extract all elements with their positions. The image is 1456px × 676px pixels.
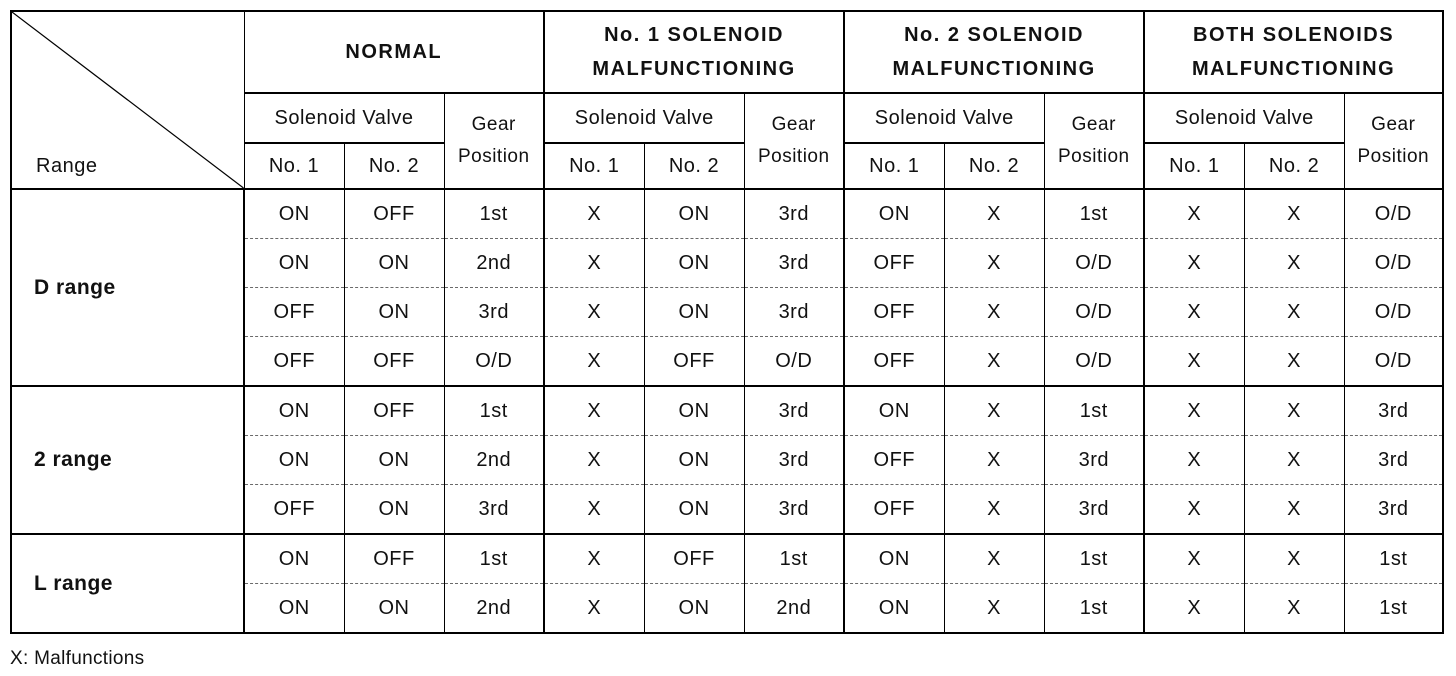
solenoid-valve-header: Solenoid Valve [844,93,1044,143]
solenoid-state-cell: X [944,189,1044,239]
valve-no1-header: No. 1 [544,143,644,189]
range-label: L range [11,534,244,633]
solenoid-state-cell: ON [344,288,444,337]
solenoid-state-cell: X [1244,189,1344,239]
solenoid-state-cell: ON [644,436,744,485]
gear-position-cell: 3rd [744,436,844,485]
gear-position-cell: O/D [1344,239,1443,288]
valve-no1-header: No. 1 [244,143,344,189]
solenoid-valve-header: Solenoid Valve [244,93,444,143]
solenoid-state-cell: X [1244,288,1344,337]
solenoid-state-cell: X [1144,239,1244,288]
valve-no2-header: No. 2 [944,143,1044,189]
gear-position-cell: 3rd [744,239,844,288]
solenoid-state-cell: X [944,534,1044,584]
gear-position-cell: 2nd [744,584,844,634]
gear-position-cell: 1st [444,534,544,584]
solenoid-state-cell: X [1144,386,1244,436]
solenoid-state-cell: ON [644,485,744,535]
table-row [11,386,1443,436]
solenoid-state-cell: X [1144,189,1244,239]
gear-position-cell: 3rd [1344,436,1443,485]
solenoid-valve-header: Solenoid Valve [544,93,744,143]
solenoid-state-cell: ON [344,584,444,634]
range-corner-cell [11,11,244,189]
solenoid-state-cell: X [544,239,644,288]
solenoid-state-cell: ON [644,386,744,436]
solenoid-state-cell: X [1244,337,1344,387]
solenoid-state-cell: X [544,386,644,436]
solenoid-state-cell: OFF [344,337,444,387]
solenoid-state-cell: X [544,584,644,634]
solenoid-state-cell: OFF [344,534,444,584]
range-label: 2 range [11,386,244,534]
gear-position-cell: 3rd [744,288,844,337]
solenoid-state-cell: X [1244,485,1344,535]
solenoid-state-cell: X [544,436,644,485]
group-header-normal: NORMAL [244,11,544,93]
solenoid-valve-header: Solenoid Valve [1144,93,1344,143]
solenoid-state-cell: ON [244,189,344,239]
solenoid-state-cell: OFF [844,485,944,535]
gear-position-cell: 1st [744,534,844,584]
solenoid-state-cell: ON [844,534,944,584]
solenoid-state-cell: OFF [244,337,344,387]
gear-position-cell: 1st [1044,584,1144,634]
footnote: X: Malfunctions [10,648,145,669]
solenoid-state-cell: X [1144,288,1244,337]
valve-no1-header: No. 1 [1144,143,1244,189]
solenoid-state-cell: X [1244,239,1344,288]
solenoid-state-cell: ON [244,584,344,634]
gear-position-header: Gear Position [744,93,844,189]
gear-position-cell: O/D [1344,288,1443,337]
solenoid-state-cell: X [944,239,1044,288]
solenoid-state-cell: OFF [844,239,944,288]
gear-position-header: Gear Position [1344,93,1443,189]
table-row [11,189,1443,239]
solenoid-state-cell: OFF [244,485,344,535]
solenoid-state-cell: X [944,337,1044,387]
range-label: D range [11,189,244,386]
gear-position-cell: 3rd [1344,485,1443,535]
gear-position-cell: O/D [1044,288,1144,337]
valve-no2-header: No. 2 [344,143,444,189]
solenoid-state-cell: X [944,288,1044,337]
group-header-both-malfunction: BOTH SOLENOIDS MALFUNCTIONING [1144,11,1443,93]
solenoid-state-cell: ON [844,189,944,239]
valve-no2-header: No. 2 [1244,143,1344,189]
valve-no2-header: No. 2 [644,143,744,189]
solenoid-state-cell: X [1144,485,1244,535]
solenoid-state-cell: OFF [644,337,744,387]
gear-position-cell: 3rd [1344,386,1443,436]
solenoid-state-cell: X [544,485,644,535]
solenoid-state-cell: X [544,337,644,387]
group-header-no1-malfunction: No. 1 SOLENOID MALFUNCTIONING [544,11,844,93]
gear-position-cell: 2nd [444,436,544,485]
solenoid-state-cell: X [544,189,644,239]
solenoid-state-cell: OFF [844,436,944,485]
solenoid-state-cell: X [944,436,1044,485]
valve-no1-header: No. 1 [844,143,944,189]
solenoid-state-cell: OFF [344,386,444,436]
solenoid-state-cell: OFF [844,337,944,387]
gear-position-cell: 3rd [1044,485,1144,535]
gear-position-cell: O/D [1344,337,1443,387]
gear-position-header: Gear Position [1044,93,1144,189]
solenoid-state-cell: X [944,386,1044,436]
solenoid-state-cell: ON [844,584,944,634]
solenoid-state-cell: ON [844,386,944,436]
gear-position-cell: O/D [744,337,844,387]
gear-position-cell: 1st [1044,386,1144,436]
solenoid-state-cell: X [1244,584,1344,634]
range-header-label: Range [36,155,98,177]
solenoid-state-cell: ON [644,288,744,337]
gear-position-cell: O/D [444,337,544,387]
gear-position-cell: 1st [1044,189,1144,239]
gear-position-cell: 3rd [744,189,844,239]
gear-position-cell: 3rd [1044,436,1144,485]
solenoid-state-cell: OFF [244,288,344,337]
gear-position-cell: 1st [1044,534,1144,584]
gear-position-cell: 3rd [744,386,844,436]
solenoid-state-cell: OFF [644,534,744,584]
solenoid-state-cell: OFF [344,189,444,239]
gear-position-cell: 3rd [744,485,844,535]
solenoid-state-cell: X [544,288,644,337]
solenoid-state-cell: X [1244,386,1344,436]
solenoid-state-cell: ON [644,239,744,288]
solenoid-gear-table [10,10,1444,634]
solenoid-state-cell: X [1244,436,1344,485]
solenoid-state-cell: ON [344,485,444,535]
gear-position-cell: 1st [444,189,544,239]
solenoid-state-cell: ON [344,239,444,288]
solenoid-state-cell: ON [244,436,344,485]
gear-position-cell: 3rd [444,288,544,337]
gear-position-cell: O/D [1044,239,1144,288]
solenoid-state-cell: X [1144,436,1244,485]
gear-position-cell: O/D [1044,337,1144,387]
solenoid-state-cell: OFF [844,288,944,337]
gear-position-cell: 1st [444,386,544,436]
solenoid-state-cell: ON [344,436,444,485]
solenoid-state-cell: X [944,485,1044,535]
solenoid-state-cell: X [944,584,1044,634]
solenoid-state-cell: X [544,534,644,584]
solenoid-state-cell: X [1144,584,1244,634]
table-row [11,534,1443,584]
gear-position-cell: 3rd [444,485,544,535]
solenoid-state-cell: ON [644,189,744,239]
table-body [11,189,1443,633]
gear-position-cell: 2nd [444,584,544,634]
solenoid-state-cell: ON [244,386,344,436]
solenoid-state-cell: X [1244,534,1344,584]
gear-position-header: Gear Position [444,93,544,189]
gear-position-cell: 1st [1344,584,1443,634]
solenoid-state-cell: ON [244,239,344,288]
solenoid-state-cell: X [1144,534,1244,584]
gear-position-cell: 1st [1344,534,1443,584]
solenoid-state-cell: ON [644,584,744,634]
solenoid-state-cell: X [1144,337,1244,387]
gear-position-cell: O/D [1344,189,1443,239]
solenoid-state-cell: ON [244,534,344,584]
gear-position-cell: 2nd [444,239,544,288]
group-header-no2-malfunction: No. 2 SOLENOID MALFUNCTIONING [844,11,1144,93]
